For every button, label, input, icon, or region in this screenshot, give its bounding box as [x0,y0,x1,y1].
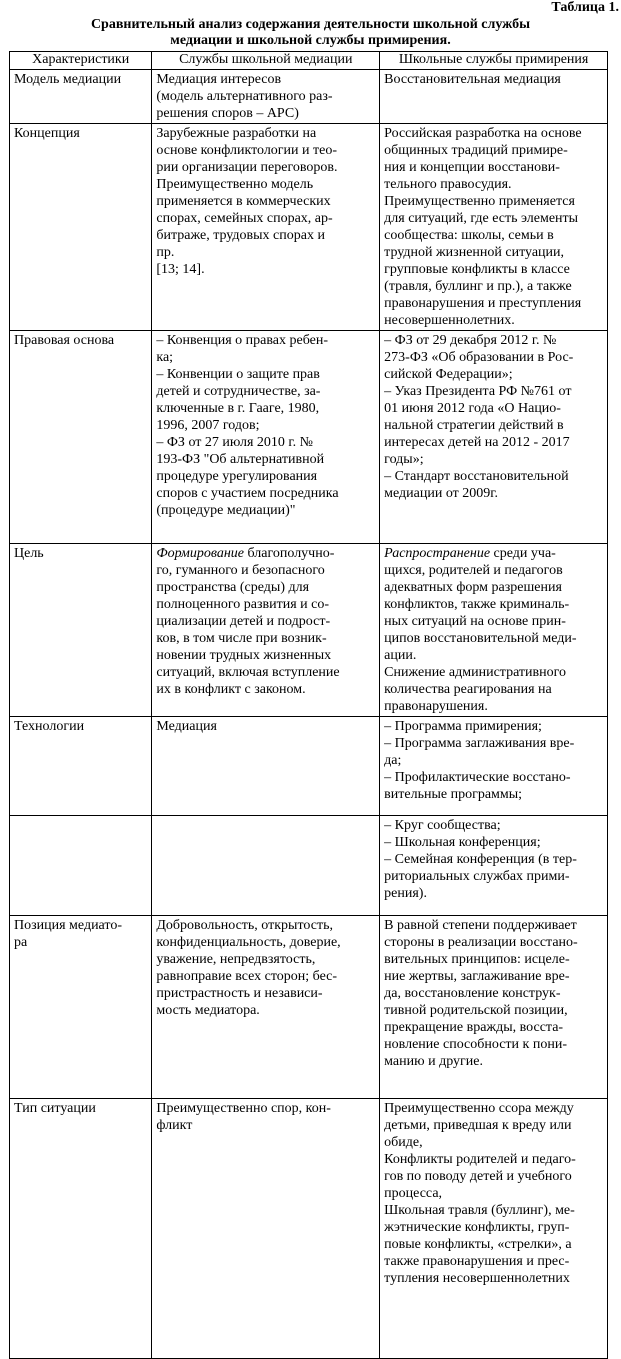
cell-line: годы»; [384,452,424,467]
cell-emphasis: Формирование [156,546,245,561]
cell-line: вительные программы; [384,787,523,802]
cell-line: Медиация [156,719,217,734]
cell-line: Преимущественно модель [156,177,314,192]
table-cell-c1 [10,1099,152,1359]
cell-line: да, восстановление конструк- [384,986,561,1001]
cell-line: процесса, [384,1186,443,1201]
cell-line: ние жертвы, заглаживание вре- [384,969,570,984]
cell-line: медиации от 2009г. [384,486,498,501]
cell-line: – Указ Президента РФ №761 от [384,384,572,399]
cell-line: конфликтов, также криминаль- [384,597,570,612]
cell-line: Тип ситуации [14,1101,96,1116]
cell-line: (процедуре медиации)" [156,503,296,518]
table-cell-c2 [152,544,380,717]
cell-line: мость медиатора. [156,1003,260,1018]
cell-line: уважение, непредвзятость, [156,952,316,967]
cell-line: ации. [384,648,417,663]
cell-line: Технологии [14,719,85,734]
caption-line: Сравнительный анализ содержания деятельности школьной службы [90,17,531,32]
table-cell-c2 [152,916,380,1099]
cell-line: (модель альтернативного раз- [156,89,333,104]
cell-line: групповые конфликты в классе [384,262,570,277]
table-cell-c2 [152,1099,380,1359]
cell-line: применяется в коммерческих [156,194,331,209]
cell-line: сийской Федерации»; [384,367,513,382]
cell-line: правонарушения. [384,699,488,714]
cell-line: риториальных службах прими- [384,869,570,884]
cell-line: нальной стратегии действий в [384,418,564,433]
cell-line: фликт [156,1118,193,1133]
cell-line: Преимущественно применяется [384,194,575,209]
cell-text: благополучно- [244,546,335,561]
cell-line: трудной жизненной ситуации, [384,245,565,260]
table-cell-c1 [10,717,152,816]
cell-line: общинных традиций примире- [384,143,568,158]
header-mediation-services: Службы школьной медиации [152,52,380,70]
cell-line: – Школьная конференция; [384,835,541,850]
table-header-row [10,52,608,70]
table-row [10,916,608,1099]
cell-line: ключенные в г. Гааге, 1980, [156,401,320,416]
table-row [10,1099,608,1359]
table-cell-c1 [10,916,152,1099]
header-reconciliation-services: Школьные службы примирения [380,52,608,70]
cell-line: – ФЗ от 27 июля 2010 г. № [156,435,313,450]
cell-line: сообщества: школы, семьи в [384,228,554,243]
cell-line: Медиация интересов [156,72,282,87]
table-row [10,70,608,124]
table-cell-c2 [152,70,380,124]
table-cell-c3 [380,1099,608,1359]
cell-line: прекращение вражды, восста- [384,1020,564,1035]
cell-line: [13; 14]. [156,262,205,277]
cell-line: рии организации переговоров. [156,160,338,175]
cell-line: новление способности к пони- [384,1037,567,1052]
table-cell-c2 [152,717,380,816]
cell-line: 193-ФЗ "Об альтернативной [156,452,325,467]
table-caption [0,17,621,49]
table-cell-c3 [380,331,608,544]
cell-line: – Профилактические восстано- [384,770,571,785]
table-row [10,717,608,816]
table-cell-c1 [10,816,152,916]
cell-line: (травля, буллинг и пр.), а также [384,279,572,294]
cell-line: – ФЗ от 29 декабря 2012 г. № [384,333,557,348]
table-cell-c3 [380,717,608,816]
cell-line: ситуаций, включая вступление [156,665,340,680]
cell-line: споров с участием посредника [156,486,339,501]
cell-line: адекватных форм разрешения [384,580,562,595]
cell-line: их в конфликт с законом. [156,682,306,697]
cell-line: несовершеннолетних. [384,313,515,328]
cell-line: Позиция медиато- [14,918,123,933]
cell-line: тельного правосудия. [384,177,512,192]
cell-line: Конфликты родителей и педаго- [384,1152,576,1167]
cell-line: Концепция [14,126,80,141]
table-cell-c1 [10,331,152,544]
cell-line: ка; [156,350,174,365]
cell-line: стороны в реализации восстано- [384,935,578,950]
table-cell-c1 [10,544,152,717]
table-cell-c3 [380,816,608,916]
table-cell-c2 [152,331,380,544]
comparison-table [9,51,608,1359]
cell-line: Преимущественно ссора между [384,1101,574,1116]
cell-line: Правовая основа [14,333,115,348]
cell-line: гов по поводу детей и учебного [384,1169,572,1184]
cell-line: ра [14,935,28,950]
cell-line: повые конфликты, «стрелки», а [384,1237,572,1252]
cell-text: среди уча- [490,546,556,561]
cell-line: ния и концепции восстанови- [384,160,560,175]
cell-line: пр. [156,245,175,260]
cell-line: ципов восстановительной меди- [384,631,577,646]
cell-line: битраже, трудовых спорах и [156,228,325,243]
cell-line: вительных принципов: исцеле- [384,952,570,967]
table-row [10,331,608,544]
table-cell-c2 [152,124,380,331]
table-number: Таблица 1. [551,0,619,15]
cell-line: – Конвенция о правах ребен- [156,333,329,348]
cell-line: количества реагирования на [384,682,552,697]
table-row [10,816,608,916]
cell-line: основе конфликтологии и тео- [156,143,338,158]
cell-line: 1996, 2007 годов; [156,418,260,433]
cell-line: также правонарушения и прес- [384,1254,570,1269]
cell-line: Школьная травля (буллинг), ме- [384,1203,575,1218]
cell-line: – Программа заглаживания вре- [384,736,575,751]
cell-line: циализации детей и подрост- [156,614,331,629]
cell-line: – Конвенции о защите прав [156,367,320,382]
cell-line: пространства (среды) для [156,580,310,595]
cell-line: В равной степени поддерживает [384,918,577,933]
cell-line [156,545,375,562]
cell-line: Российская разработка на основе [384,126,582,141]
cell-line: – Стандарт восстановительной [384,469,569,484]
cell-line: – Программа примирения; [384,719,542,734]
cell-line: равноправие всех сторон; бес- [156,969,338,984]
cell-line: Модель медиации [14,72,122,87]
table-cell-c3 [380,124,608,331]
cell-line: манию и другие. [384,1054,483,1069]
cell-line: тивной родительской позиции, [384,1003,568,1018]
cell-line: – Семейная конференция (в тер- [384,852,577,867]
cell-line: интересах детей на 2012 - 2017 [384,435,570,450]
table-cell-c1 [10,124,152,331]
cell-line: Цель [14,546,44,561]
table-cell-c3 [380,70,608,124]
cell-emphasis: Распространение [384,546,491,561]
cell-line [384,545,603,562]
cell-line: детей и сотрудничестве, за- [156,384,321,399]
cell-line: пристрастность и независи- [156,986,323,1001]
cell-line: обиде, [384,1135,423,1150]
table-cell-c3 [380,916,608,1099]
cell-line: жэтнические конфликты, груп- [384,1220,570,1235]
cell-line: Снижение административного [384,665,567,680]
table-cell-c2 [152,816,380,916]
caption-line: медиации и школьной службы примирения. [170,33,451,48]
cell-line: 01 июня 2012 года «О Нацио- [384,401,561,416]
cell-line: для ситуаций, где есть элементы [384,211,579,226]
cell-line: процедуре урегулирования [156,469,318,484]
cell-line: да; [384,753,402,768]
cell-line: 273-ФЗ «Об образовании в Рос- [384,350,574,365]
cell-line: решения споров – АРС) [156,106,299,121]
cell-line: – Круг сообщества; [384,818,501,833]
table-cell-c3 [380,544,608,717]
cell-line: Восстановительная медиация [384,72,561,87]
cell-line: Преимущественно спор, кон- [156,1101,331,1116]
cell-line: ных ситуаций на основе прин- [384,614,566,629]
cell-line: Добровольность, открытость, [156,918,333,933]
table-row [10,124,608,331]
cell-line: Зарубежные разработки на [156,126,317,141]
cell-line: детьми, приведшая к вреду или [384,1118,572,1133]
cell-line: рения). [384,886,427,901]
cell-line: го, гуманного и безопасного [156,563,325,578]
cell-line: новении трудных жизненных [156,648,332,663]
cell-line: правонарушения и преступления [384,296,582,311]
table-row [10,544,608,717]
cell-line: конфиденциальность, доверие, [156,935,341,950]
header-characteristics: Характеристики [10,52,152,70]
cell-line: полноценного развития и со- [156,597,330,612]
cell-line: щихся, родителей и педагогов [384,563,563,578]
cell-line: спорах, семейных спорах, ар- [156,211,333,226]
cell-line: тупления несовершеннолетних [384,1271,570,1286]
cell-line: ков, в том числе при возник- [156,631,327,646]
table-cell-c1 [10,70,152,124]
